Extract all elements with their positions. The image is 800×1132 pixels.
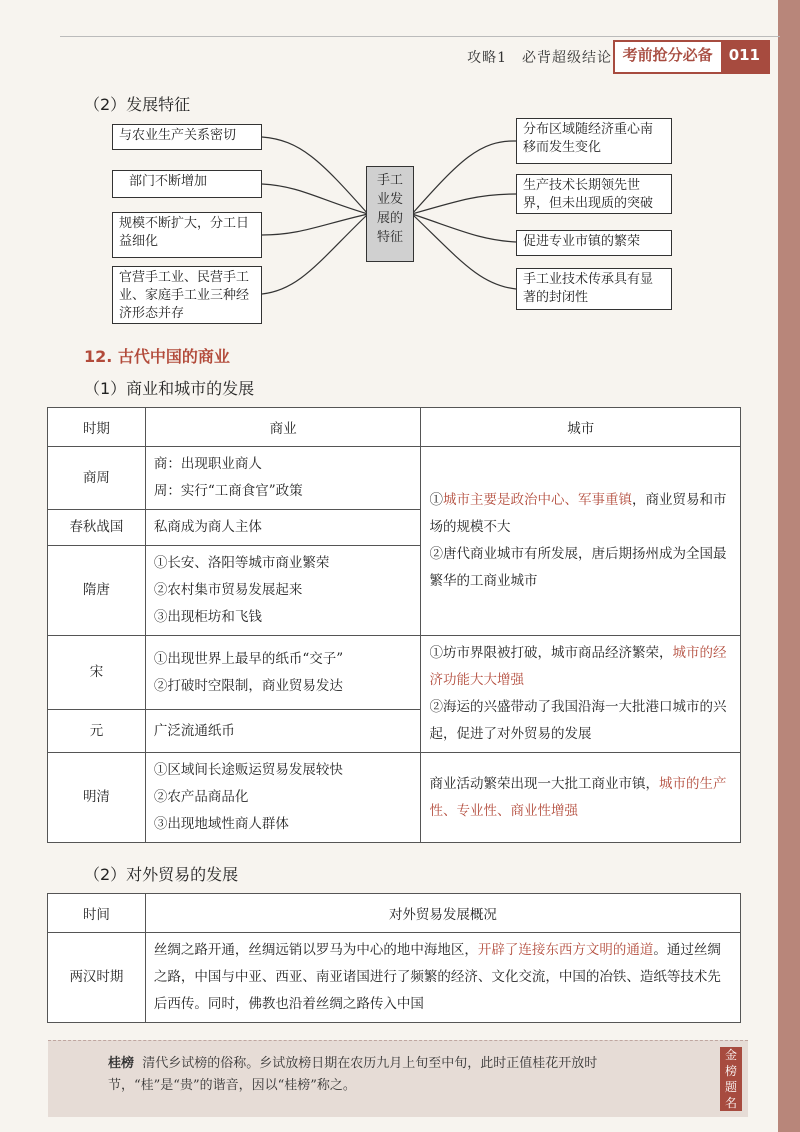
table-row [48,447,741,510]
features-center: 手工业发展的特征 [366,166,414,262]
header-crumb: 攻略1 必背超级结论 [467,50,612,66]
feature-left-3: 规模不断扩大，分工日益细化 [112,212,262,258]
city-cell-b [421,636,741,753]
footer-term: 桂榜 [108,1056,135,1071]
commerce-line: 周：实行“工商食官”政策 [153,483,303,499]
commerce-cell [145,510,421,546]
commerce-line: ③出现地域性商人群体 [153,816,289,832]
period-cell: 宋 [48,636,146,710]
period-cell: 明清 [48,753,146,843]
city-a-p2: ②唐代商业城市有所发展，唐后期扬州成为全国最繁华的工商业城市 [429,546,727,589]
features-title: （2）发展特征 [84,95,191,114]
commerce-title: （1）商业和城市的发展 [84,379,255,398]
connector-right-3 [412,214,516,242]
city-cell-c [421,753,741,843]
city-c-plain: 商业活动繁荣出现一大批工商业市镇， [429,775,659,792]
commerce-line: ①区域间长途贩运贸易发展较快 [153,762,343,778]
commerce-line: ①长安、洛阳等城市商业繁荣 [153,555,330,571]
feature-left-1: 与农业生产关系密切 [112,124,262,150]
footer-text-block [108,1053,688,1097]
table-row [48,753,741,843]
commerce-line: ②农产品商品化 [153,789,249,805]
connector-right-4 [412,214,516,289]
footer-definition: 清代乡试榜的俗称。乡试放榜日期在农历九月上旬至中旬，此时正值桂花开放时节，“桂”是“贵”的谐音，因以“桂榜”称之。 [108,1056,598,1093]
feature-right-3: 促进专业市镇的繁荣 [516,230,672,256]
col-commerce: 商业 [145,408,421,447]
period-cell: 春秋战国 [48,510,146,546]
commerce-cell [145,546,421,636]
commerce-line: ②打破时空限制，商业贸易发达 [153,677,343,694]
col-trade: 对外贸易发展概况 [145,894,740,933]
trade-plain-1: 丝绸之路开通，丝绸远销以罗马为中心的地中海地区， [153,942,478,958]
feature-left-4: 官营手工业、民营手工业、家庭手工业三种经济形态并存 [112,266,262,324]
commerce-line: ③出现柜坊和飞钱 [153,609,262,625]
city-b-p1 [429,640,732,694]
trade-title: （2）对外贸易的发展 [84,865,239,884]
table-row [48,636,741,710]
commerce-line: 广泛流通纸币 [153,722,235,739]
table-row [48,933,741,1023]
commerce-cell [145,447,421,510]
connector-left-1 [262,137,368,214]
city-b-p1-highlight: 城市的经济功能大大增强 [429,645,727,688]
connector-left-2 [262,184,368,214]
col-period: 时期 [48,408,146,447]
connector-left-4 [262,214,368,294]
city-a-p1-highlight: 城市主要是政治中心、军事重镇 [442,492,632,508]
col-city: 城市 [421,408,741,447]
commerce-line: 私商成为商人主体 [153,519,262,535]
commerce-cell [145,753,421,843]
commerce-line: ①出现世界上最早的纸币“交子” [153,650,344,667]
trade-table [47,893,741,1023]
feature-left-2: 部门不断增加 [112,170,262,198]
city-b-p1-plain: ①坊市界限被打破，城市商品经济繁荣， [429,645,673,661]
col-time: 时间 [48,894,146,933]
footer-tag: 金榜题名 [720,1047,742,1111]
city-a-p1-rest: ，商业贸易和市场的规模不大 [429,492,727,535]
badge-title: 考前抢分必备 [622,46,713,64]
trade-highlight: 开辟了连接东西方文明的通道 [477,942,654,958]
commerce-cell [145,710,421,753]
commerce-line: 商：出现职业商人 [153,456,262,472]
period-cell: 商周 [48,447,146,510]
trade-cell [145,933,740,1023]
commerce-line: ②农村集市贸易发展起来 [153,582,303,598]
feature-right-1: 分布区域随经济重心南移而发生变化 [516,118,672,164]
connector-left-3 [262,214,368,235]
commerce-header-row [48,408,741,447]
time-cell: 两汉时期 [48,933,146,1023]
commerce-cell [145,636,421,710]
city-cell-a [421,447,741,636]
city-b-p2: ②海运的兴盛带动了我国沿海一大批港口城市的兴起，促进了对外贸易的发展 [429,699,727,742]
connector-right-1 [412,141,516,214]
page-number: 011 [721,42,768,72]
city-a-p1 [429,487,732,541]
section-12-title: 12. 古代中国的商业 [84,347,230,366]
feature-right-4: 手工业技术传承具有显著的封闭性 [516,268,672,310]
footer-note [48,1040,748,1117]
feature-right-2: 生产技术长期领先世界，但未出现质的突破 [516,174,672,214]
period-cell: 隋唐 [48,546,146,636]
trade-header-row [48,894,741,933]
city-a-p1-prefix: ① [429,492,443,508]
trade-plain-2: 。通过丝绸之路，中国与中亚、西亚、南亚诸国进行了频繁的经济、文化交流，中国的冶铁、造纸等技术先后西传。同时，佛教也沿着丝绸之路传入中国 [153,942,721,1012]
period-cell: 元 [48,710,146,753]
city-c-highlight: 城市的生产性、专业性、商业性增强 [429,775,727,819]
commerce-table [47,407,741,843]
